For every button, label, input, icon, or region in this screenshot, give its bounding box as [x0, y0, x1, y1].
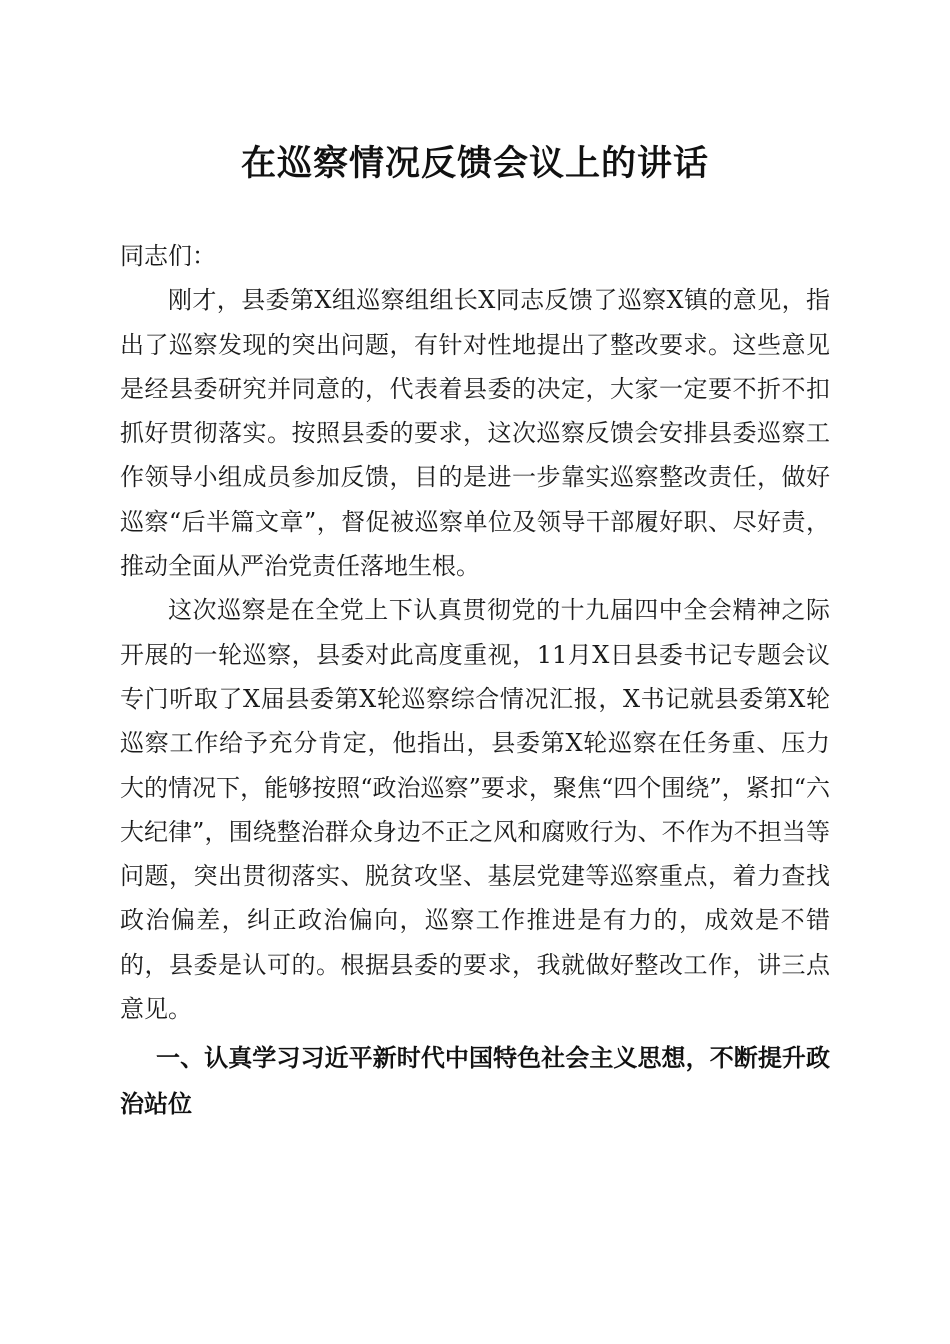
document-body	[120, 234, 830, 1127]
document-title: 在巡察情况反馈会议上的讲话	[240, 143, 709, 184]
paragraph-feedback-intro: 刚才，县委第X组巡察组组长X同志反馈了巡察X镇的意见，指出了巡察发现的突出问题，有针对性地提出了整改要求。这些意见是经县委研究并同意的，代表着县委的决定，大家一定要不折不扣抓好贯彻落实。按照县委的要求，这次巡察反馈会安排县委巡察工作领导小组成员参加反馈，目的是进一步靠实巡察整改责任，做好巡察“后半篇文章”，督促被巡察单位及领导干部履好职、尽好责，推动全面从严治党责任落地生根。	[120, 286, 830, 581]
section-heading-one: 一、认真学习习近平新时代中国特色社会主义思想，不断提升政治站位	[120, 1044, 830, 1119]
paragraph-inspection-overview: 这次巡察是在全党上下认真贯彻党的十九届四中全会精神之际开展的一轮巡察，县委对此高度重视，11月X日县委书记专题会议专门听取了X届县委第X轮巡察综合情况汇报，X书记就县委第X轮巡察工作给予充分肯定，他指出，县委第X轮巡察在任务重、压力大的情况下，能够按照“政治巡察”要求，聚焦“四个围绕”，紧扣“六大纪律”，围绕整治群众身边不正之风和腐败行为、不作为不担当等问题，突出贯彻落实、脱贫攻坚、基层党建等巡察重点，着力查找政治偏差，纠正政治偏向，巡察工作推进是有力的，成效是不错的，县委是认可的。根据县委的要求，我就做好整改工作，讲三点意见。	[120, 596, 830, 1024]
salutation: 同志们：	[120, 242, 216, 270]
